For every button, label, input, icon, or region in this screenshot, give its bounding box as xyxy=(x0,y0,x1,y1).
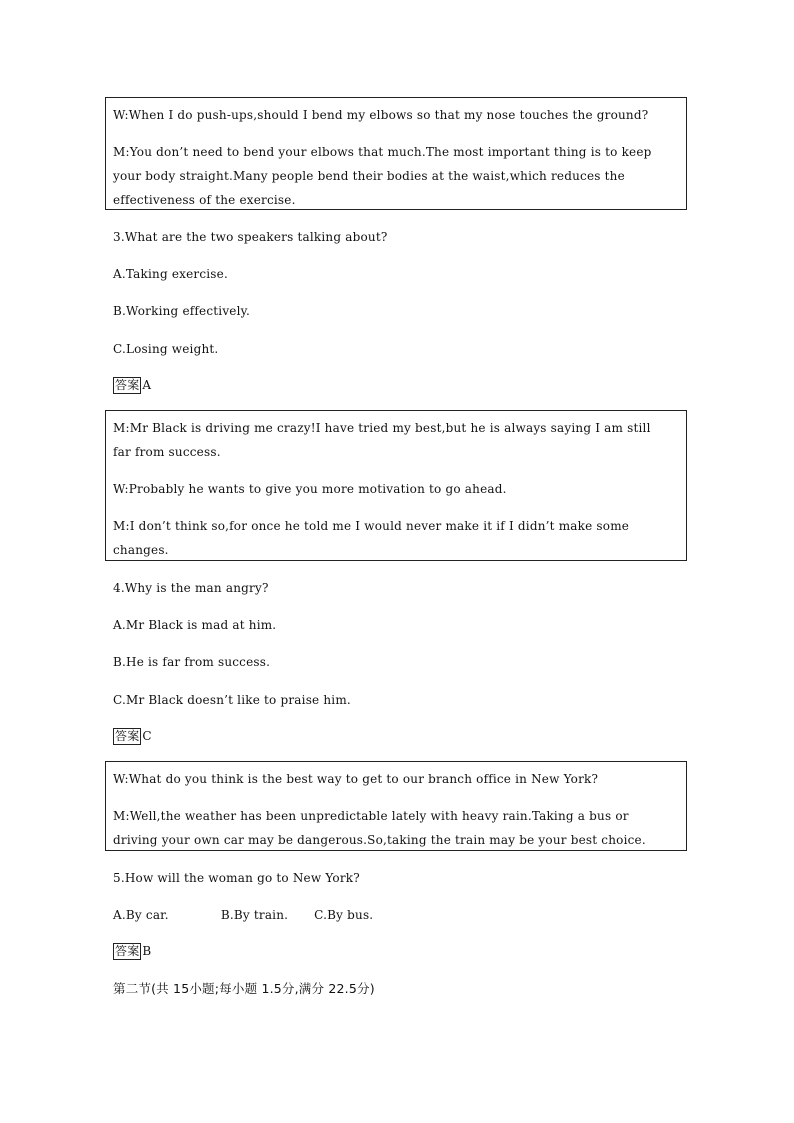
q4-answer xyxy=(113,727,152,745)
dialogue-2-man xyxy=(113,416,679,464)
answer-label: 答案 xyxy=(115,729,140,743)
q4-option-b: B.He is far from success. xyxy=(113,655,271,669)
answer-value: C xyxy=(142,729,152,743)
q3-option-a: A.Taking exercise. xyxy=(113,267,228,281)
dialogue-line: M:Well,the weather has been unpredictable lately with heavy rain.Taking a bus or xyxy=(113,809,629,823)
dialogue-3-man xyxy=(113,804,679,852)
section-2-heading: 第二节(共 15小题;每小题 1.5分,满分 22.5分) xyxy=(113,981,375,996)
dialogue-line: W:When I do push-ups,should I bend my elbows so that my nose touches the ground? xyxy=(113,108,649,122)
dialogue-2-woman xyxy=(113,477,679,501)
q5-option-c: C.By bus. xyxy=(314,908,374,922)
q4-option-c: C.Mr Black doesn’t like to praise him. xyxy=(113,693,351,707)
dialogue-line: M:I don’t think so,for once he told me I would never make it if I didn’t make some xyxy=(113,519,630,533)
dialogue-1-woman xyxy=(113,103,679,127)
dialogue-line: changes. xyxy=(113,543,169,557)
answer-label: 答案 xyxy=(115,944,140,958)
q5-option-b: B.By train. xyxy=(220,908,289,922)
dialogue-box-1 xyxy=(105,97,687,210)
q5-answer xyxy=(113,942,151,960)
dialogue-2-man-reply xyxy=(113,514,679,562)
dialogue-line: M:Mr Black is driving me crazy!I have tried my best,but he is always saying I am still xyxy=(113,421,651,435)
question-3: 3.What are the two speakers talking about? xyxy=(113,230,388,244)
q3-option-c: C.Losing weight. xyxy=(113,342,219,356)
q3-answer xyxy=(113,376,151,394)
answer-value: B xyxy=(142,944,152,958)
question-5: 5.How will the woman go to New York? xyxy=(113,871,360,885)
dialogue-1-man xyxy=(113,140,679,212)
dialogue-line: driving your own car may be dangerous.So,taking the train may be your best choice. xyxy=(113,833,646,847)
dialogue-line: W:Probably he wants to give you more motivation to go ahead. xyxy=(113,482,507,496)
dialogue-line: far from success. xyxy=(113,445,221,459)
q3-option-b: B.Working effectively. xyxy=(113,304,251,318)
dialogue-box-2 xyxy=(105,410,687,561)
answer-label: 答案 xyxy=(115,378,140,392)
dialogue-3-woman xyxy=(113,767,679,791)
question-4: 4.Why is the man angry? xyxy=(113,581,269,595)
answer-value: A xyxy=(142,378,152,392)
dialogue-line: your body straight.Many people bend their bodies at the waist,which reduces the xyxy=(113,169,625,183)
dialogue-line: M:You don’t need to bend your elbows that much.The most important thing is to keep xyxy=(113,145,652,159)
dialogue-box-3 xyxy=(105,761,687,851)
q5-option-a: A.By car. xyxy=(113,908,169,922)
dialogue-line: effectiveness of the exercise. xyxy=(113,193,296,207)
q5-options xyxy=(113,906,373,924)
dialogue-line: W:What do you think is the best way to get to our branch office in New York? xyxy=(113,772,599,786)
q4-option-a: A.Mr Black is mad at him. xyxy=(113,618,277,632)
